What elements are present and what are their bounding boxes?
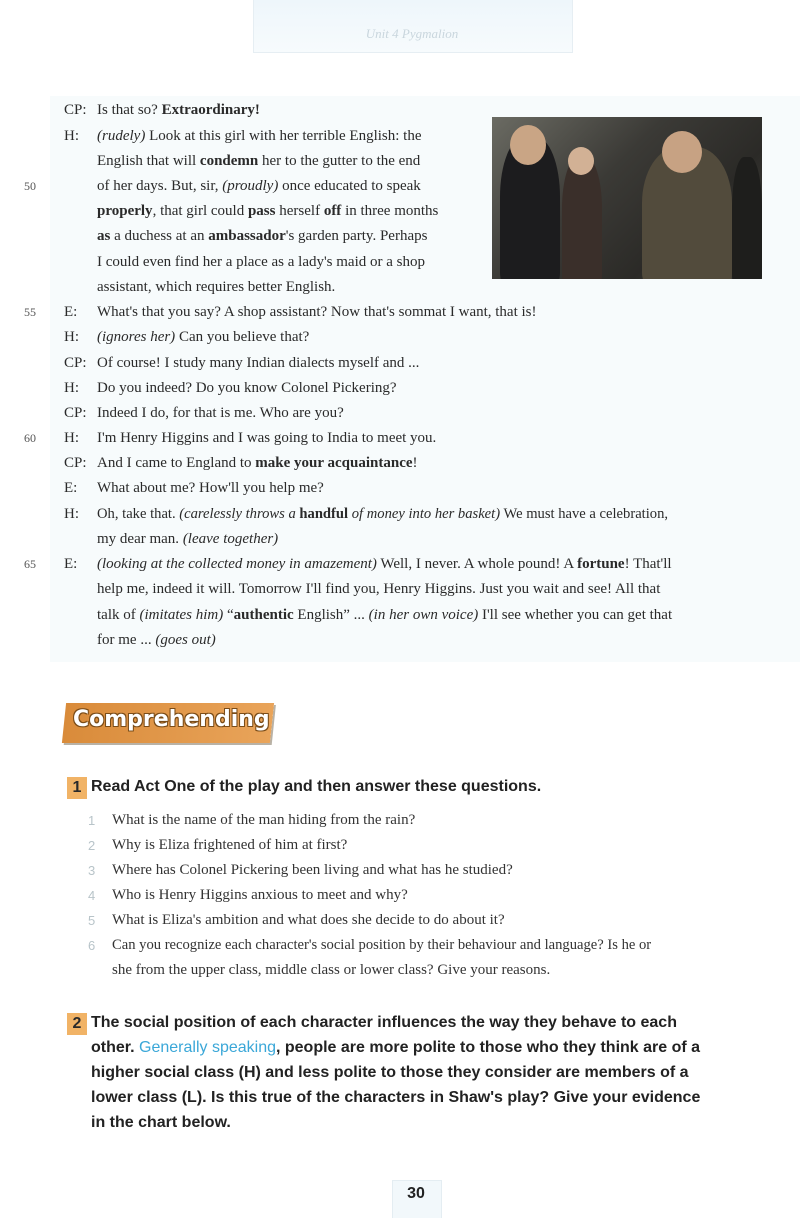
stage-direction: (looking at the collected money in amazement) bbox=[97, 556, 377, 572]
question-item: What is Eliza's ambition and what does she decide to do about it? bbox=[112, 912, 505, 928]
text: ! bbox=[412, 455, 418, 471]
text: in three months bbox=[341, 203, 439, 219]
speaker: H: bbox=[64, 128, 79, 144]
speaker: H: bbox=[64, 329, 79, 345]
stage-direction: (in her own voice) bbox=[368, 607, 479, 623]
speaker: CP: bbox=[64, 355, 87, 371]
question-item-continued: she from the upper class, middle class or lower class? Give your reasons. bbox=[112, 962, 551, 978]
line-number: 50 bbox=[24, 179, 36, 193]
dialogue bbox=[97, 149, 420, 174]
text: , people are more polite to those who they think are of a bbox=[275, 1039, 701, 1056]
text: Well, I never. A whole pound! A bbox=[376, 556, 578, 572]
text: herself bbox=[275, 203, 324, 219]
page-number: 30 bbox=[407, 1185, 425, 1202]
film-still-photo bbox=[492, 117, 762, 279]
item-number: 4 bbox=[88, 888, 96, 903]
text: 's garden party. Perhaps bbox=[285, 228, 428, 244]
q2-line: higher social class (H) and less polite to those they consider are members of a bbox=[91, 1064, 689, 1081]
text: a duchess at an bbox=[110, 228, 209, 244]
q2-line bbox=[91, 1035, 700, 1060]
stage-direction: (ignores her) bbox=[97, 329, 176, 345]
speaker: H: bbox=[64, 506, 79, 522]
bold-text: fortune bbox=[577, 556, 625, 572]
text: Oh, take that. bbox=[97, 506, 180, 522]
dialogue bbox=[97, 174, 421, 199]
text: And I came to England to bbox=[97, 455, 256, 471]
stage-direction: (imitates him) bbox=[139, 607, 224, 623]
dialogue bbox=[97, 628, 216, 653]
item-number: 5 bbox=[88, 913, 96, 928]
text: once educated to speak bbox=[278, 178, 421, 194]
text: We must have a celebration, bbox=[500, 506, 669, 522]
text: ! That'll bbox=[624, 556, 672, 572]
dialogue bbox=[97, 199, 438, 224]
bold-text: Extraordinary! bbox=[161, 102, 260, 118]
bold-text: as bbox=[97, 228, 111, 244]
dialogue: Indeed I do, for that is me. Who are you? bbox=[97, 405, 344, 421]
question-item: Where has Colonel Pickering been living and what has he studied? bbox=[112, 862, 513, 878]
text: “ bbox=[223, 607, 234, 623]
text: Is that so? bbox=[97, 102, 162, 118]
stage-direction: (carelessly throws a bbox=[179, 506, 300, 522]
dialogue bbox=[97, 603, 672, 628]
q2-line: in the chart below. bbox=[91, 1114, 231, 1131]
speaker: CP: bbox=[64, 455, 87, 471]
dialogue bbox=[97, 527, 278, 552]
stage-direction: (goes out) bbox=[155, 632, 216, 648]
question-title: Read Act One of the play and then answer these questions. bbox=[91, 778, 542, 795]
text: English that will bbox=[97, 153, 200, 169]
dialogue: Of course! I study many Indian dialects myself and ... bbox=[97, 355, 420, 371]
question-item: Who is Henry Higgins anxious to meet and why? bbox=[112, 887, 408, 903]
dialogue: What about me? How'll you help me? bbox=[97, 480, 324, 496]
dialogue bbox=[97, 124, 422, 149]
speaker: H: bbox=[64, 430, 79, 446]
dialogue: I could even find her a place as a lady's maid or a shop bbox=[97, 254, 426, 270]
text: other. bbox=[91, 1039, 140, 1056]
dialogue: I'm Henry Higgins and I was going to India to meet you. bbox=[97, 430, 437, 446]
line-number: 60 bbox=[24, 431, 36, 445]
highlighted-phrase: Generally speaking bbox=[139, 1039, 276, 1056]
text: my dear man. bbox=[97, 531, 183, 547]
bold-text: off bbox=[323, 203, 342, 219]
q2-line: lower class (L). Is this true of the characters in Shaw's play? Give your evidence bbox=[91, 1089, 701, 1106]
bold-text: ambassador bbox=[208, 228, 286, 244]
line-number: 65 bbox=[24, 557, 36, 571]
text: , that girl could bbox=[152, 203, 248, 219]
unit-title: Unit 4 Pygmalion bbox=[365, 26, 459, 41]
item-number: 1 bbox=[88, 813, 96, 828]
item-number: 6 bbox=[88, 938, 96, 953]
question-number: 2 bbox=[67, 1013, 87, 1035]
dialogue bbox=[97, 552, 672, 577]
dialogue bbox=[97, 451, 418, 476]
dialogue bbox=[97, 325, 309, 350]
bold-text: make your acquaintance bbox=[255, 455, 413, 471]
item-number: 2 bbox=[88, 838, 96, 853]
bold-text: properly bbox=[97, 203, 153, 219]
section-title: Comprehending bbox=[73, 707, 270, 732]
text: of her days. But, sir, bbox=[97, 178, 223, 194]
stage-direction: (rudely) bbox=[97, 128, 146, 144]
text: for me ... bbox=[97, 632, 156, 648]
dialogue bbox=[97, 502, 668, 527]
question-item: What is the name of the man hiding from the rain? bbox=[112, 812, 416, 828]
stage-direction: (proudly) bbox=[222, 178, 279, 194]
dialogue: assistant, which requires better English. bbox=[97, 279, 336, 295]
speaker: E: bbox=[64, 556, 78, 572]
question-item: Can you recognize each character's social position by their behaviour and language? Is he or bbox=[112, 937, 652, 953]
speaker: CP: bbox=[64, 102, 87, 118]
text: Look at this girl with her terrible English: the bbox=[145, 128, 422, 144]
dialogue bbox=[97, 224, 427, 249]
text: her to the gutter to the end bbox=[258, 153, 421, 169]
text: I'll see whether you can get that bbox=[478, 607, 673, 623]
question-number: 1 bbox=[67, 777, 87, 799]
dialogue bbox=[97, 98, 260, 123]
item-number: 3 bbox=[88, 863, 96, 878]
speaker: E: bbox=[64, 304, 78, 320]
question-item: Why is Eliza frightened of him at first? bbox=[112, 837, 348, 853]
q2-line: The social position of each character influences the way they behave to each bbox=[91, 1014, 677, 1031]
bold-text: handful bbox=[299, 506, 349, 522]
stage-direction: (leave together) bbox=[182, 531, 279, 547]
stage-direction: of money into her basket) bbox=[348, 506, 501, 522]
text: English” ... bbox=[293, 607, 369, 623]
dialogue: Do you indeed? Do you know Colonel Pickering? bbox=[97, 380, 397, 396]
bold-text: pass bbox=[247, 203, 276, 219]
text: Can you believe that? bbox=[175, 329, 310, 345]
text: talk of bbox=[97, 607, 140, 623]
speaker: H: bbox=[64, 380, 79, 396]
dialogue: help me, indeed it will. Tomorrow I'll find you, Henry Higgins. Just you wait and see! All that bbox=[97, 581, 661, 597]
speaker: CP: bbox=[64, 405, 87, 421]
dialogue: What's that you say? A shop assistant? Now that's sommat I want, that is! bbox=[97, 304, 537, 320]
bold-text: condemn bbox=[199, 153, 259, 169]
bold-text: authentic bbox=[233, 607, 294, 623]
speaker: E: bbox=[64, 480, 78, 496]
line-number: 55 bbox=[24, 305, 36, 319]
